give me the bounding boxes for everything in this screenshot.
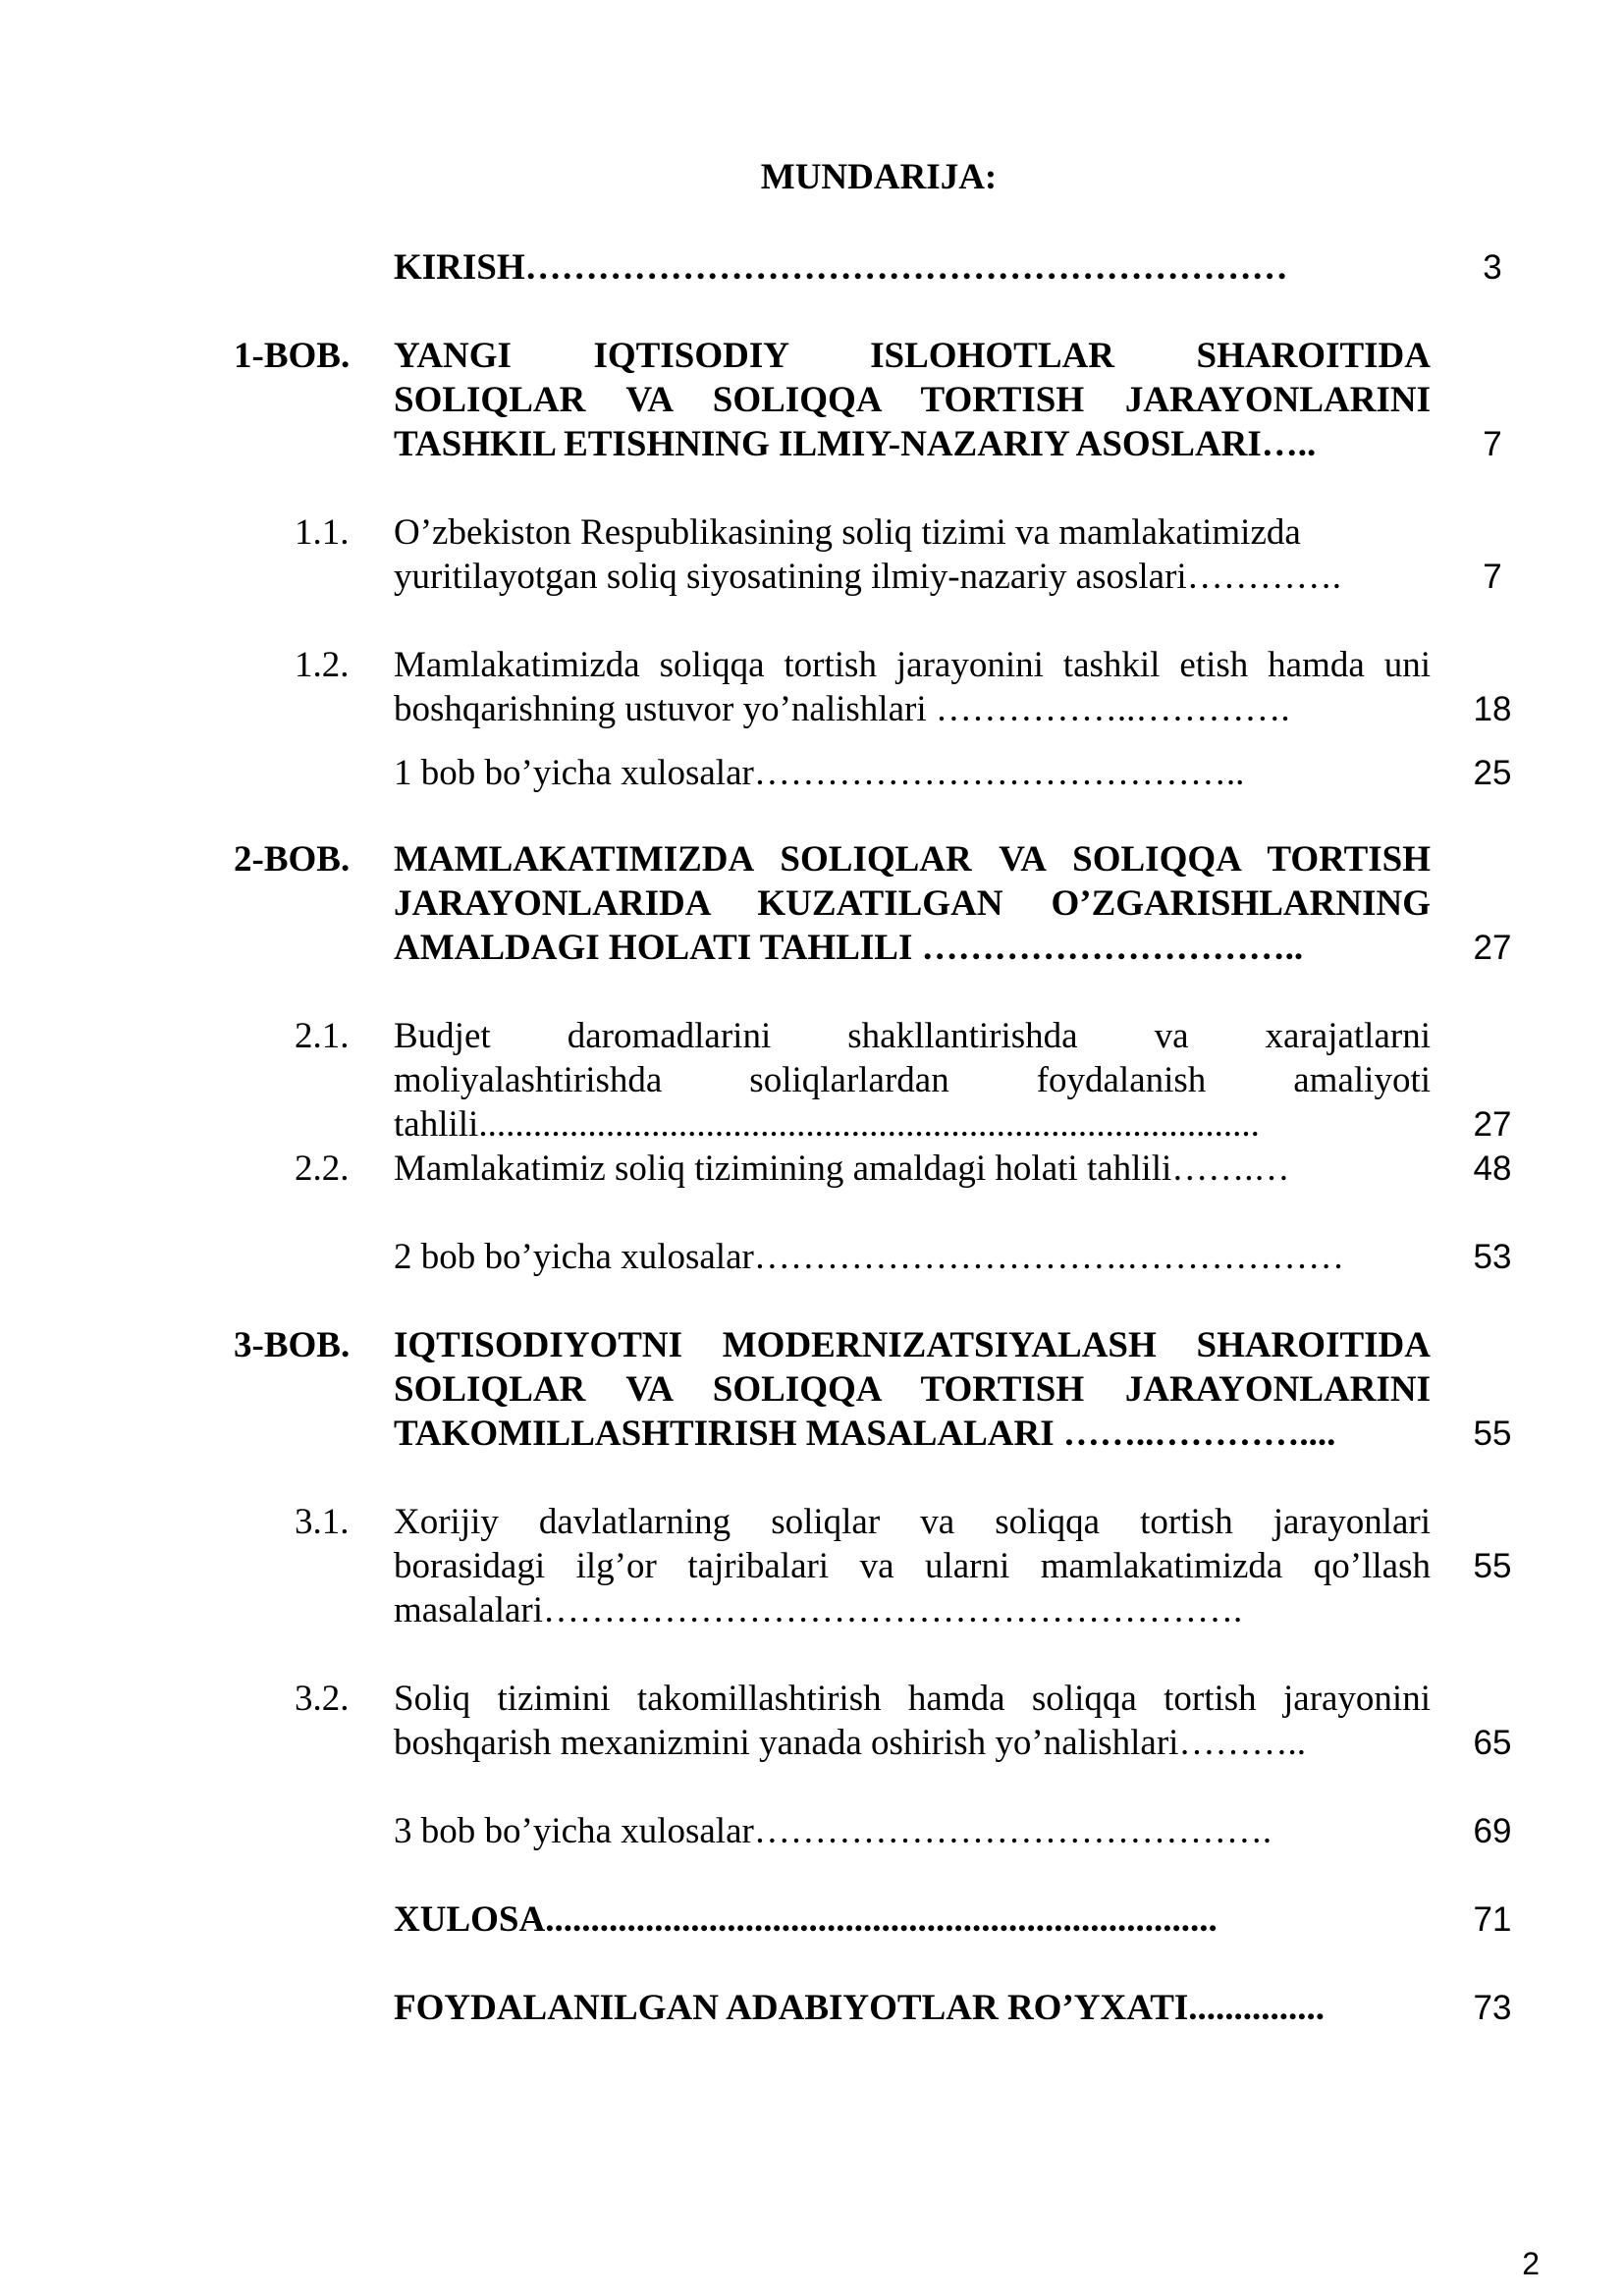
toc-page-number: 73: [1473, 1989, 1512, 2027]
title-line: O’zbekiston Respublikasining soliq tizimi va mamlakatimizda: [394, 512, 1301, 553]
footer-page-number: 2: [1522, 2246, 1540, 2281]
section-number: 2.1.: [295, 1016, 350, 1056]
title-line: yuritilayotgan soliq siyosatining ilmiy-nazariy asoslari………….: [394, 557, 1341, 597]
title-line: SOLIQLAR VA SOLIQQA TORTISH JARAYONLARINI: [394, 1369, 1431, 1410]
title-line: tahlili......................................................................................: [394, 1104, 1260, 1145]
toc-entry-title: [394, 837, 1431, 970]
toc-page-number: 53: [1473, 1238, 1512, 1276]
title-line: AMALDAGI HOLATI TAHLILI …………………………..: [394, 928, 1304, 968]
chapter-number: 1-BOB.: [234, 336, 351, 376]
title-line: Soliq tizimini takomillashtirish hamda soliqqa tortish jarayonini: [394, 1679, 1431, 1719]
title-line: masalalari………………………………………………….: [394, 1590, 1243, 1630]
title-line: borasidagi ilg’or tajribalari va ularni mamlakatimizda qo’llash: [394, 1546, 1431, 1586]
toc-page-number: 71: [1473, 1900, 1512, 1939]
section-number: 3.2.: [295, 1679, 350, 1719]
toc-entry-title: [394, 1677, 1431, 1765]
toc-page-number: 27: [1473, 929, 1512, 967]
title-line: SOLIQLAR VA SOLIQQA TORTISH JARAYONLARINI: [394, 380, 1431, 420]
title-line: MAMLAKATIMIZDA SOLIQLAR VA SOLIQQA TORTISH: [394, 839, 1431, 880]
title-line: JARAYONLARIDA KUZATILGAN O’ZGARISHLARNING: [394, 883, 1431, 924]
section-number: 2.2.: [295, 1148, 350, 1189]
toc-page-number: 7: [1483, 558, 1502, 596]
title-line: boshqarish mexanizmini yanada oshirish yo’nalishlari………..: [394, 1723, 1306, 1763]
toc-entry-title: 2 bob bo’yicha xulosalar………………………….………………: [394, 1237, 1345, 1277]
title-line: TASHKIL ETISHNING ILMIY-NAZARIY ASOSLARI…..: [394, 424, 1317, 464]
toc-page-number: 3: [1483, 248, 1502, 287]
toc-entry-title: 1 bob bo’yicha xulosalar…………………………………..: [394, 753, 1245, 793]
chapter-number: 3-BOB.: [234, 1325, 351, 1365]
toc-entry-title: KIRISH………………………………………………………: [394, 247, 1288, 288]
section-number: 1.1.: [295, 512, 350, 553]
chapter-number: 2-BOB.: [234, 839, 351, 880]
toc-page-number: 55: [1473, 1547, 1512, 1585]
toc-entry-title: [394, 334, 1431, 466]
toc-entry-title: Mamlakatimiz soliq tizimining amaldagi holati tahlili…….…: [394, 1148, 1290, 1189]
toc-page-number: 48: [1473, 1149, 1512, 1188]
section-number: 1.2.: [295, 645, 350, 685]
toc-entry-title: FOYDALANILGAN ADABIYOTLAR RO’YXATI...............: [394, 1988, 1326, 2028]
title-line: YANGI IQTISODIY ISLOHOTLAR SHAROITIDA: [394, 336, 1431, 376]
title-line: boshqarishning ustuvor yo’nalishlari ……………..………….: [394, 689, 1290, 729]
page-title: MUNDARIJA:: [760, 157, 998, 197]
toc-entry-title: [394, 643, 1431, 731]
title-line: Mamlakatimizda soliqqa tortish jarayonini tashkil etish hamda uni: [394, 645, 1431, 685]
title-line: Budjet daromadlarini shakllantirishda va xarajatlarni: [394, 1016, 1431, 1056]
toc-entry-title: [394, 1500, 1431, 1632]
toc-entry-title: [394, 1323, 1431, 1456]
toc-entry-title: 3 bob bo’yicha xulosalar…………………………………….: [394, 1811, 1272, 1851]
toc-page-number: 25: [1473, 754, 1512, 792]
title-line: TAKOMILLASHTIRISH MASALALARI ……..…………....: [394, 1414, 1336, 1454]
toc-page-number: 69: [1473, 1812, 1512, 1850]
toc-page-number: 65: [1473, 1724, 1512, 1762]
toc-page-number: 27: [1473, 1105, 1512, 1144]
toc-entry-title: [394, 1014, 1431, 1147]
toc-entry-title: [394, 510, 1431, 599]
toc-page-number: 55: [1473, 1415, 1512, 1453]
toc-page-number: 7: [1483, 425, 1502, 463]
toc-entry-title: XULOSA..........................................................................: [394, 1899, 1218, 1940]
section-number: 3.1.: [295, 1502, 350, 1542]
toc-page-number: 18: [1473, 690, 1512, 728]
title-line: moliyalashtirishda soliqlarlardan foydalanish amaliyoti: [394, 1060, 1431, 1100]
title-line: IQTISODIYOTNI MODERNIZATSIYALASH SHAROITIDA: [394, 1325, 1431, 1365]
title-line: Xorijiy davlatlarning soliqlar va soliqqa tortish jarayonlari: [394, 1502, 1431, 1542]
